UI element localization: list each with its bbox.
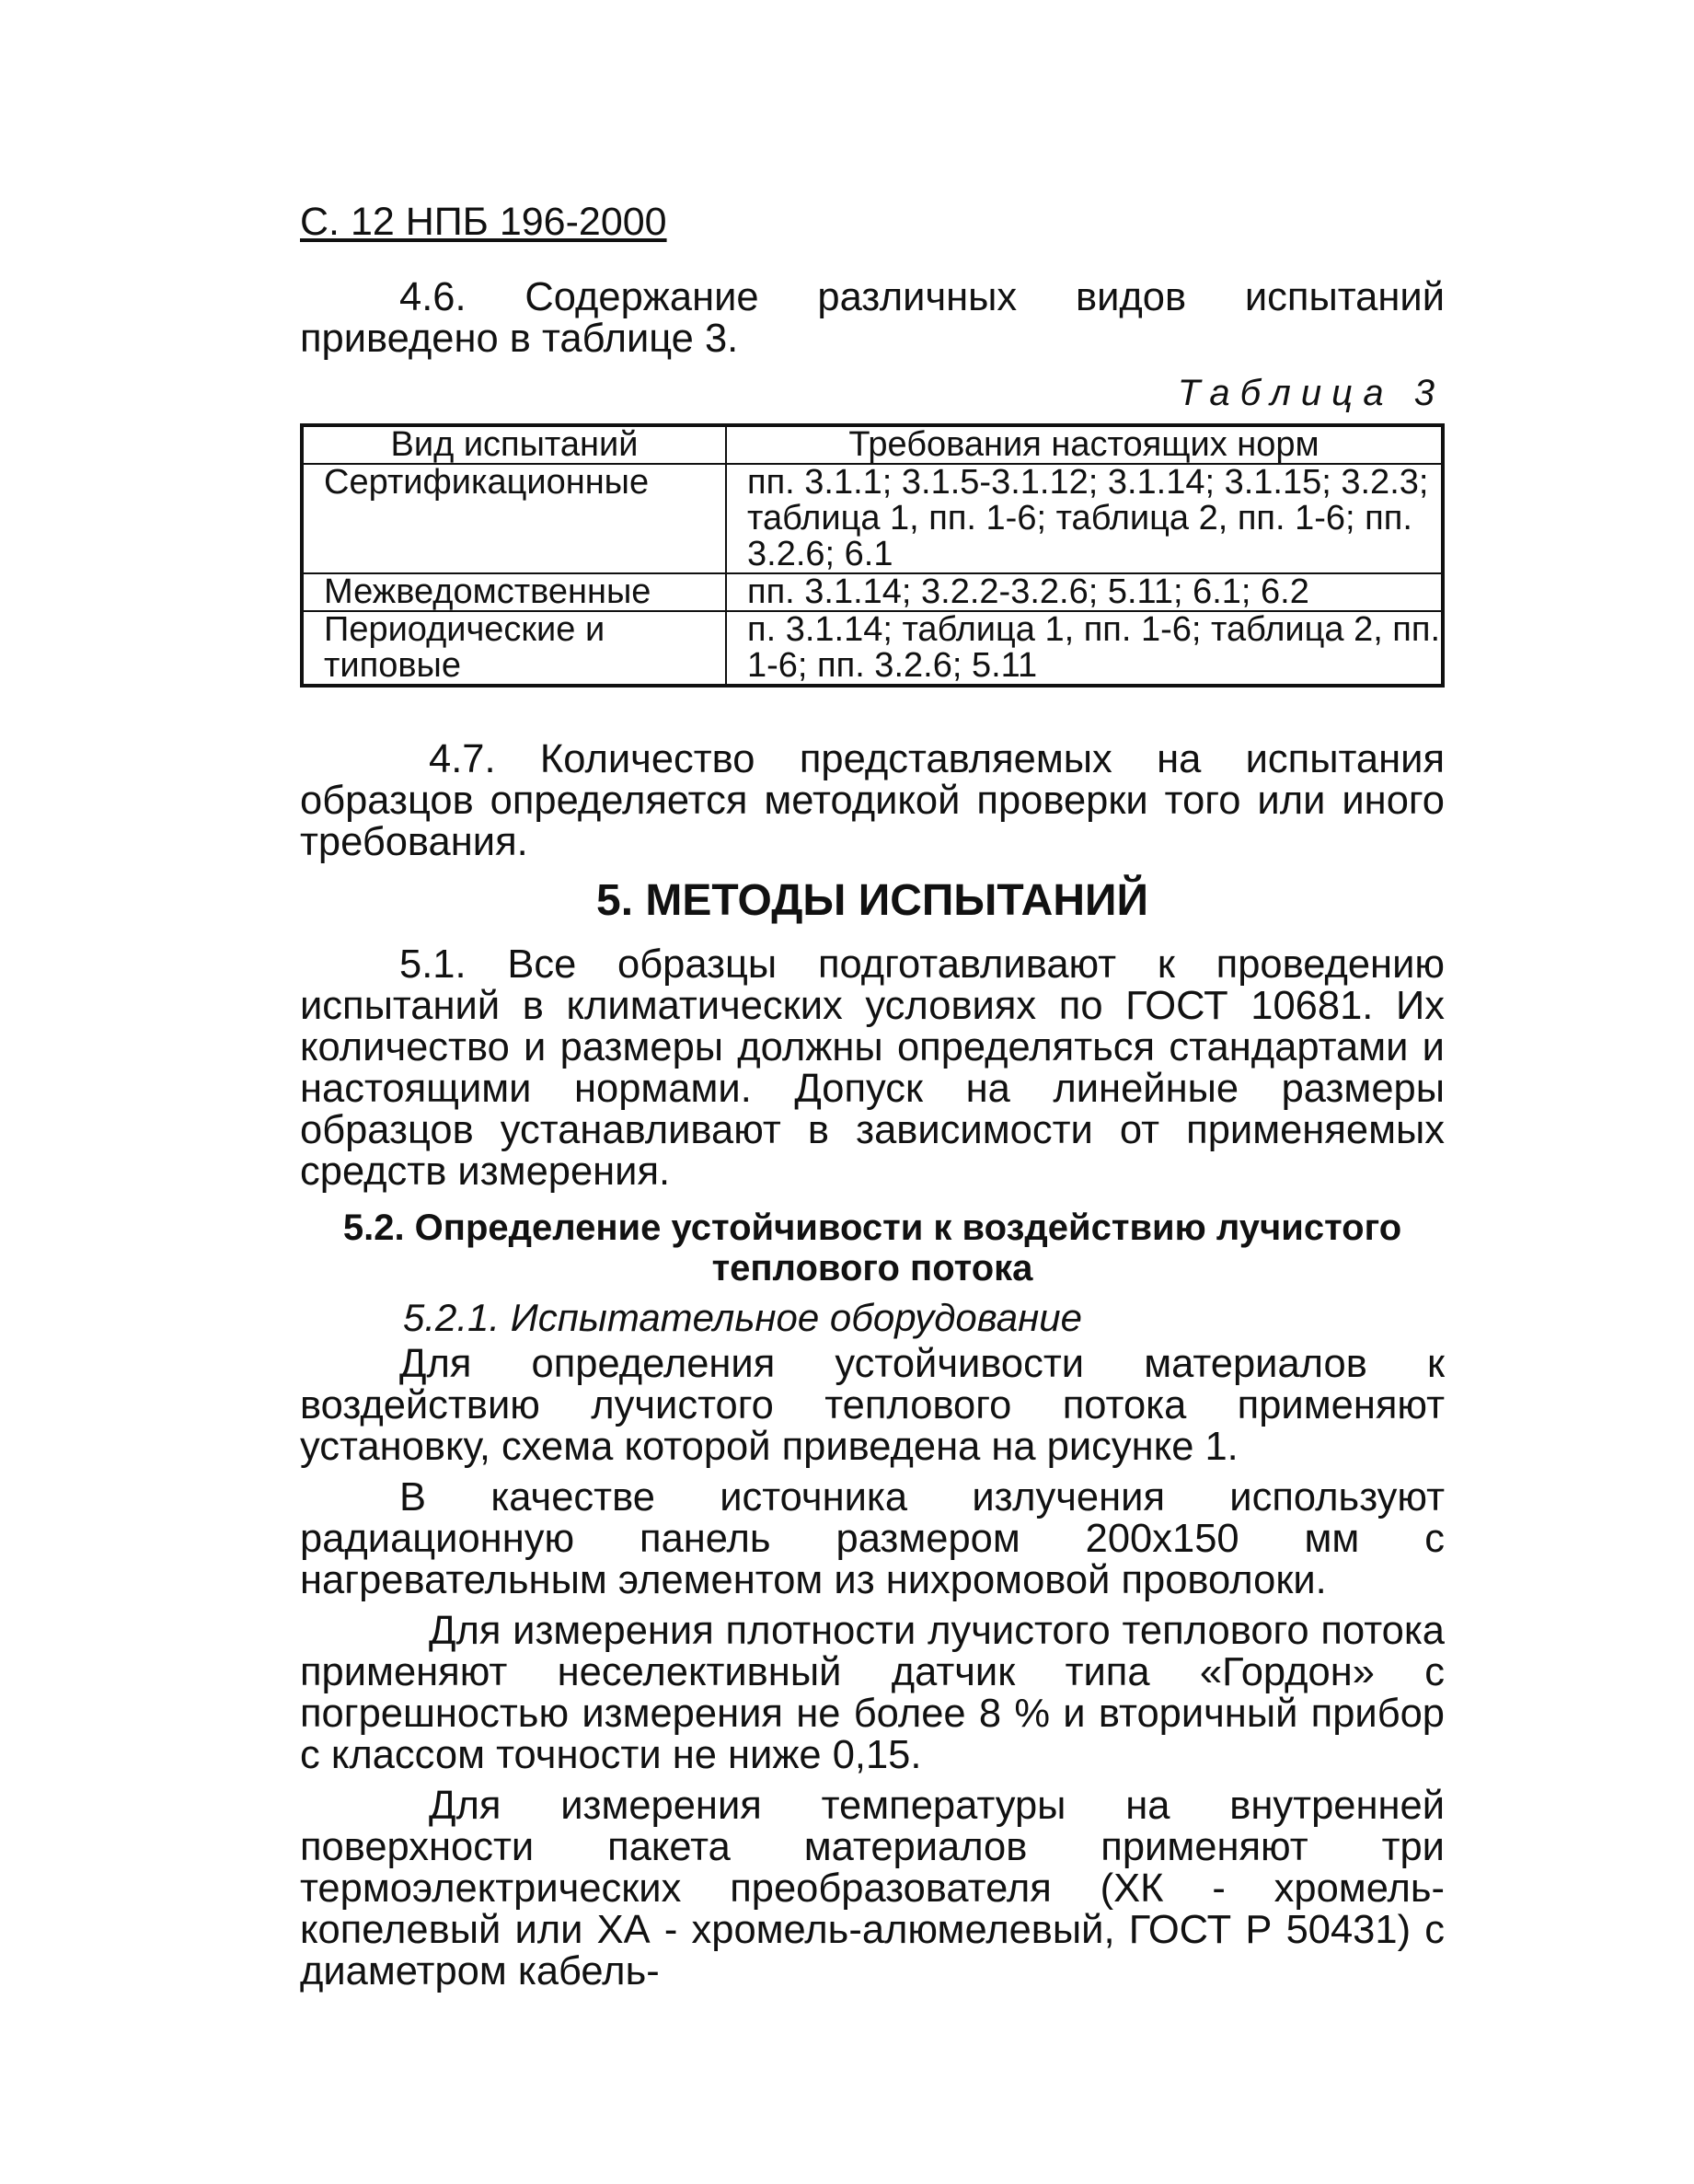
subsection-5-2-1-title: 5.2.1. Испытательное оборудование bbox=[403, 1296, 1082, 1339]
page-header: С. 12 НПБ 196-2000 bbox=[300, 200, 667, 244]
paragraph-4-6: 4.6. Содержание различных видов испытаний приведено в таблице 3. bbox=[300, 275, 1445, 361]
section-5-title: 5. МЕТОДЫ ИСПЫТАНИЙ bbox=[596, 876, 1148, 925]
table-header-cell: Вид испытаний bbox=[302, 425, 726, 464]
paragraph-equipment-2: В качестве источника излучения используют радиационную панель размером 200x150 мм с нагревательным элементом из нихромовой проволоки. bbox=[300, 1475, 1445, 1602]
table-row bbox=[302, 573, 1443, 611]
paragraph-equipment-3: Для измерения плотности лучистого теплового потока применяют неселективный датчик типа «Гордон» с погрешностью измерения не более 8 % и вторичный прибор с классом точности не ниже 0,15. bbox=[300, 1609, 1445, 1777]
table-cell-requirements: пп. 3.1.14; 3.2.2-3.2.6; 5.11; 6.1; 6.2 bbox=[726, 573, 1443, 611]
section-5-2-title: 5.2. Определение устойчивости к воздействию лучистого теплового потока bbox=[342, 1208, 1402, 1288]
table-caption: Таблица 3 bbox=[1177, 373, 1445, 413]
table-cell-test-type: Периодические и типовые bbox=[302, 611, 726, 686]
table-cell-requirements: п. 3.1.14; таблица 1, пп. 1-6; таблица 2, пп. 1-6; пп. 3.2.6; 5.11 bbox=[726, 611, 1443, 686]
table-row bbox=[302, 611, 1443, 686]
table-cell-test-type: Сертификационные bbox=[302, 464, 726, 573]
table-row bbox=[302, 464, 1443, 573]
document-page bbox=[300, 202, 1445, 1993]
paragraph-equipment-1: Для определения устойчивости материалов к воздействию лучистого теплового потока применяют установку, схема которой приведена на рисунке 1. bbox=[300, 1342, 1445, 1469]
table-header-cell: Требования настоящих норм bbox=[726, 425, 1443, 464]
table-cell-test-type: Межведомственные bbox=[302, 573, 726, 611]
test-types-table bbox=[300, 423, 1445, 688]
paragraph-4-7: 4.7. Количество представляемых на испытания образцов определяется методикой проверки того или иного требования. bbox=[300, 737, 1445, 864]
paragraph-equipment-4: Для измерения температуры на внутренней поверхности пакета материалов применяют три термоэлектрических преобразователя (ХК - хромель-копелевый или ХА - хромель-алюмелевый, ГОСТ Р 50431) с диаметром кабель- bbox=[300, 1784, 1445, 1993]
table-header-row bbox=[302, 425, 1443, 464]
paragraph-5-1: 5.1. Все образцы подготавливают к проведению испытаний в климатических условиях по ГОСТ 10681. Их количество и размеры должны определяться стандартами и настоящими нормами. Допуск на линейные размеры образцов устанавливают в зависимости от применяемых средств измерения. bbox=[300, 942, 1445, 1194]
table-cell-requirements: пп. 3.1.1; 3.1.5-3.1.12; 3.1.14; 3.1.15; 3.2.3; таблица 1, пп. 1-6; таблица 2, пп. 1-6; пп. 3.2.6; 6.1 bbox=[726, 464, 1443, 573]
